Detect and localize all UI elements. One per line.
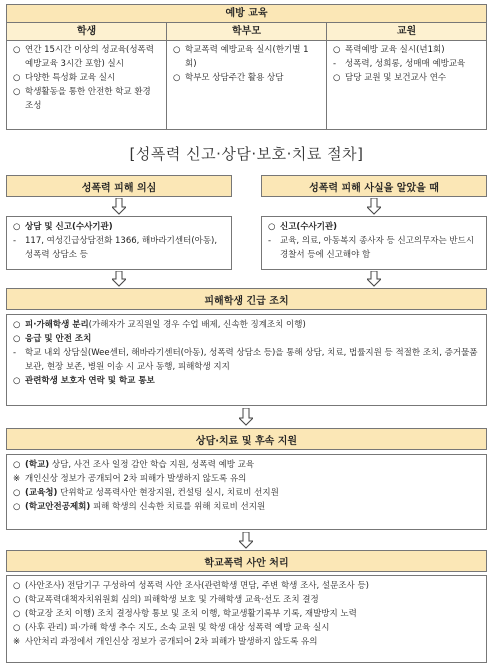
list-item: ※ 사안처리 과정에서 개인신상 정보가 공개되어 2차 피해가 발생하지 않도록 유의: [13, 637, 318, 647]
list-item: ○ 학생활동을 통한 안전한 학교 환경 조성: [13, 87, 151, 111]
prevention-table: [6, 4, 487, 130]
col-student-items: [7, 41, 167, 130]
branch-right-header: 성폭력 피해 사실을 알았을 때: [261, 175, 487, 197]
list-item: ○ (학교안전공제회) 피해 학생의 신속한 치료를 위해 치료비 선지원: [13, 502, 266, 512]
step2-box: [6, 454, 487, 530]
list-item: - 성폭력, 성희롱, 성매매 예방교육: [333, 59, 466, 69]
list-item: ○ (학교장 조치 이행) 조치 결정사항 통보 및 조치 이행, 학교생활기록부 기록, 재발방지 노력: [13, 609, 357, 619]
step3-header: 학교폭력 사안 처리: [6, 550, 487, 572]
list-item: ○ (교육청) 단위학교 성폭력사안 현장지원, 컨설팅 실시, 치료비 선지원: [13, 488, 279, 498]
procedure-title: [성폭력 신고·상담·보호·치료 절차]: [129, 145, 364, 163]
list-item: ○ (사후 관리) 피·가해 학생 추수 지도, 소속 교원 및 학생 대상 성폭력 예방 교육 실시: [13, 623, 330, 633]
list-item: ○ 응급 및 안전 조치: [13, 334, 92, 344]
prevention-title: 예방 교육: [7, 5, 487, 23]
list-item: - 학교 내외 상담실(Wee센터, 해바라기센터(아동), 성폭력 상담소 등)을 통해 상담, 치료, 법률지원 등 적절한 조치, 증거물품 보관, 현장 보존, 병원 이송 시 교사 동행, 피해학생 지지: [13, 348, 478, 372]
list-item: ○ 학부모 상담주간 활용 상담: [173, 73, 284, 83]
list-item: ○ 담당 교원 및 보건교사 연수: [333, 73, 447, 83]
col-teacher-items: [327, 41, 487, 130]
step3-box: [6, 575, 487, 663]
list-item: ○ 신고(수사기관): [268, 222, 338, 232]
col-parent-items: [167, 41, 327, 130]
col-header-parent: 학부모: [167, 23, 327, 41]
col-header-teacher: 교원: [327, 23, 487, 41]
down-arrow-icon: [367, 198, 381, 215]
list-item: ○ 다양한 특성화 교육 실시: [13, 73, 116, 83]
col-header-student: 학생: [7, 23, 167, 41]
step1-header: 피해학생 긴급 조치: [6, 288, 487, 310]
down-arrow-icon: [367, 271, 381, 287]
list-item: ○ (학교) 상담, 사건 조사 일정 감안 학습 지원, 성폭력 예방 교육: [13, 460, 255, 470]
step1-box: [6, 314, 487, 406]
list-item: - 교육, 의료, 아동복지 종사자 등 신고의무자는 반드시 경찰서 등에 신고해야 함: [268, 236, 475, 260]
branch-right-box: [261, 216, 487, 270]
step2-header: 상담·치료 및 후속 지원: [6, 428, 487, 450]
list-item: ○ (학교폭력대책자치위원회 심의) 피해학생 보호 및 가해학생 교육·선도 조치 결정: [13, 595, 319, 605]
down-arrow-icon: [112, 198, 126, 215]
list-item: ○ (사안조사) 전담기구 구성하여 성폭력 사안 조사(관련학생 면담, 주변 학생 조사, 설문조사 등): [13, 581, 369, 591]
down-arrow-icon: [239, 532, 253, 549]
branch-left-box: [6, 216, 232, 270]
list-item: ※ 개인신상 정보가 공개되어 2차 피해가 발생하지 않도록 유의: [13, 474, 247, 484]
down-arrow-icon: [239, 408, 253, 426]
branch-left-header: 성폭력 피해 의심: [6, 175, 232, 197]
list-item: ○ 관련학생 보호자 연락 및 학교 통보: [13, 376, 155, 386]
list-item: ○ 연간 15시간 이상의 성교육(성폭력 예방교육 3시간 포함) 실시: [13, 45, 154, 69]
list-item: ○ 폭력예방 교육 실시(년1회): [333, 45, 445, 55]
list-item: ○ 학교폭력 예방교육 실시(한기별 1회): [173, 45, 309, 69]
list-item: ○ 피·가해학생 분리(가해자가 교직원일 경우 수업 배제, 신속한 징계조치 이행): [13, 320, 306, 330]
down-arrow-icon: [112, 271, 126, 287]
list-item: ○ 상담 및 신고(수사기관): [13, 222, 113, 232]
list-item: - 117, 여성긴급상담전화 1366, 해바라기센터(아동), 성폭력 상담소 등: [13, 236, 218, 260]
